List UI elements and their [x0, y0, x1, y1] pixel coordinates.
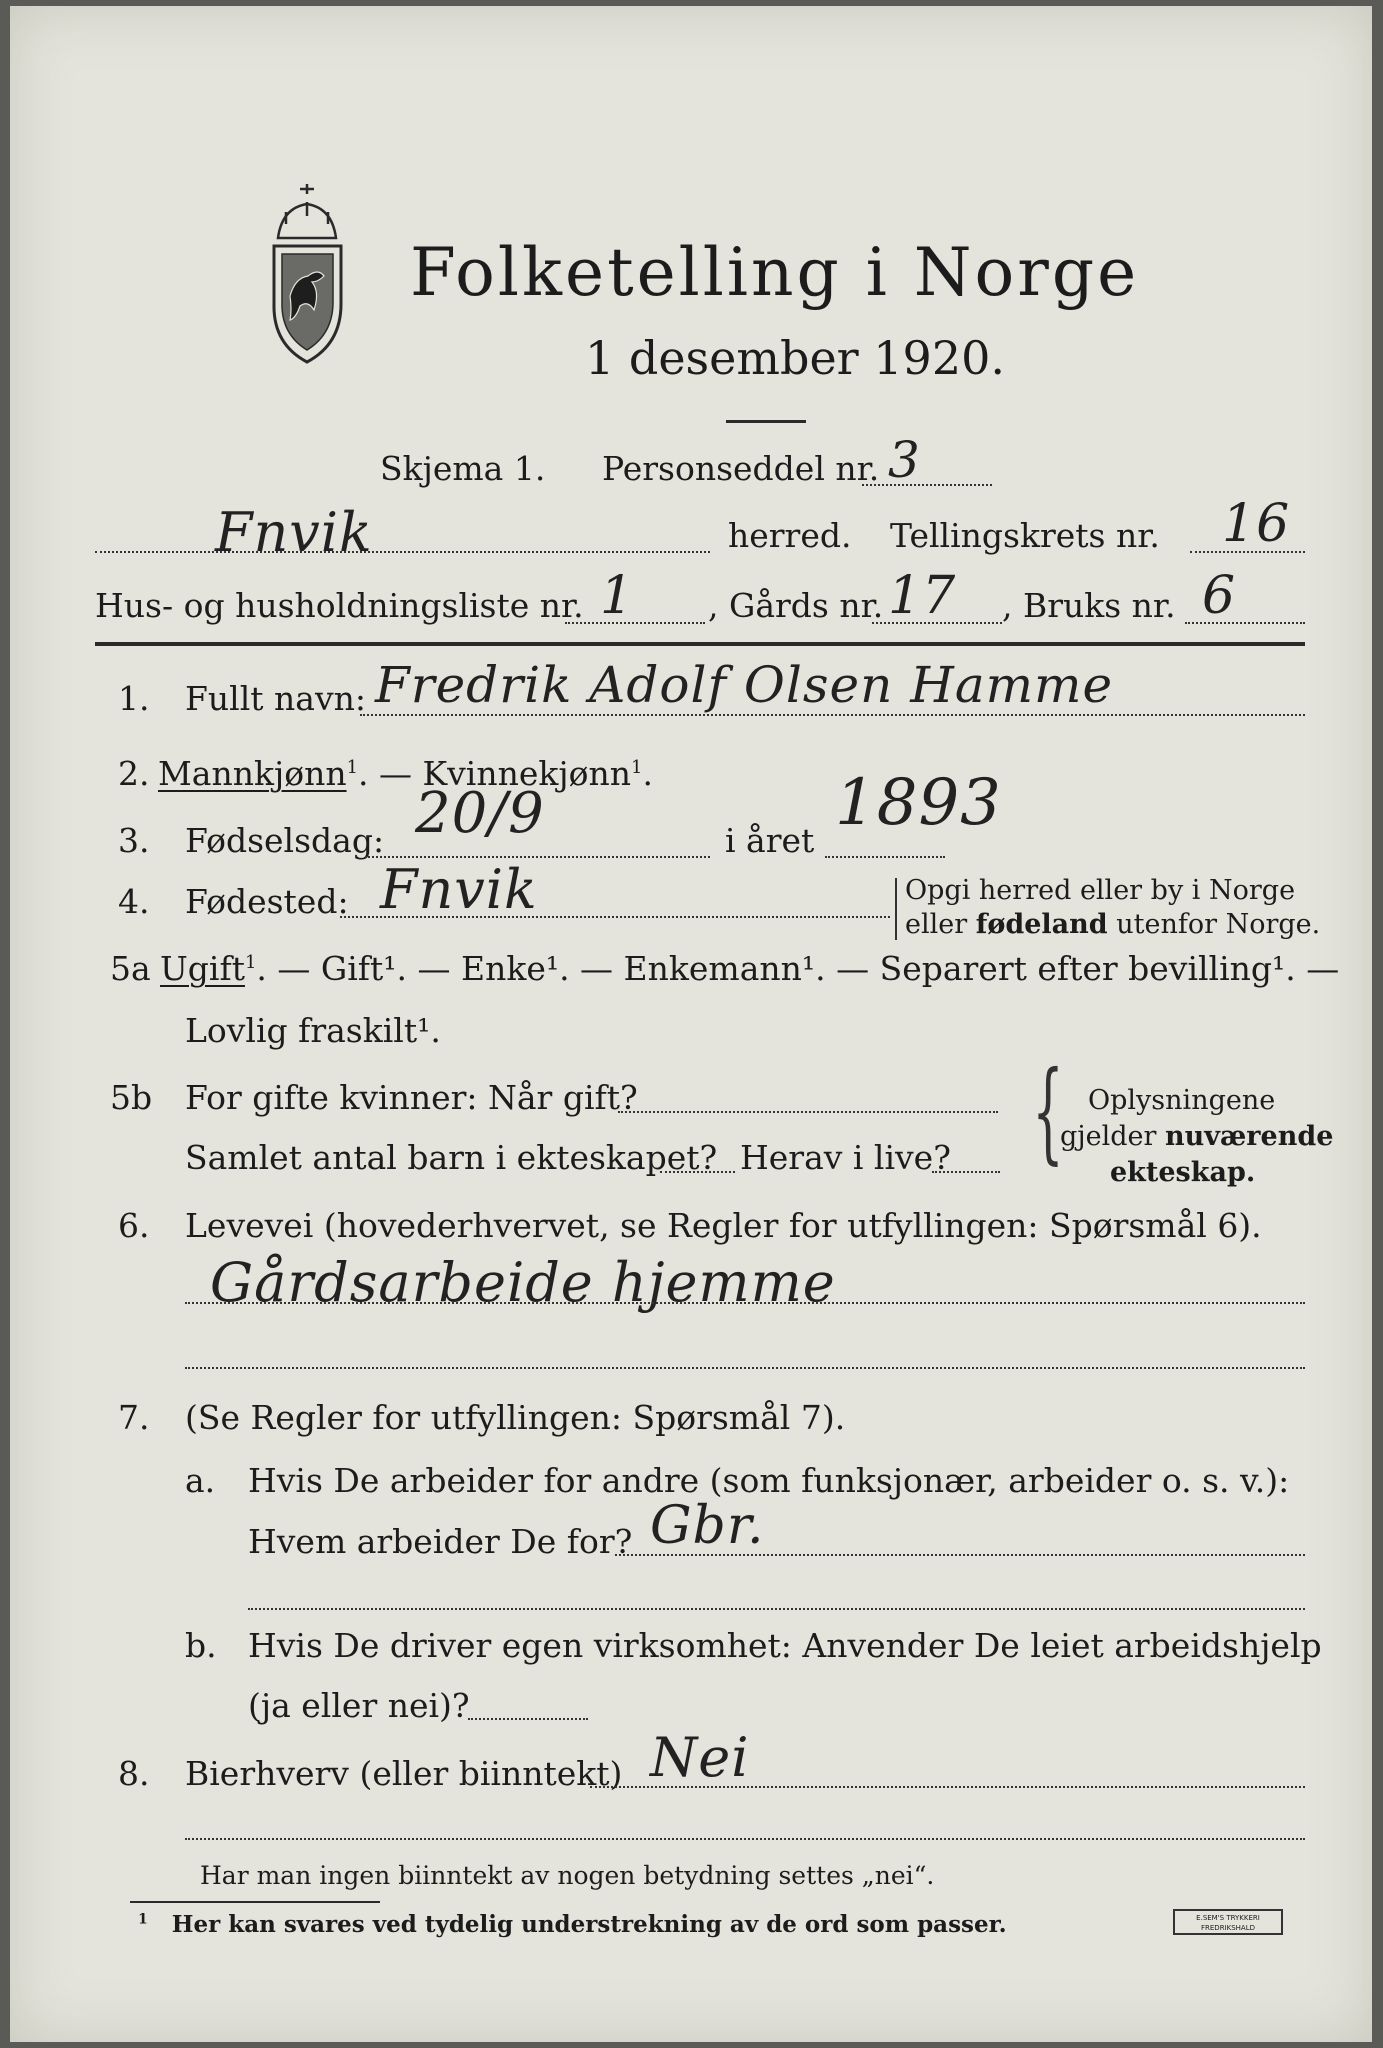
q5a-sup: 1: [244, 952, 257, 973]
q7b-letter: b.: [185, 1626, 217, 1665]
q8-number: 8.: [118, 1754, 150, 1793]
herred-value[interactable]: Fnvik: [215, 501, 373, 564]
q5b-note1: Oplysningene: [1088, 1085, 1276, 1116]
birthplace-brace: [895, 878, 900, 940]
q5b-number: 5b: [110, 1078, 153, 1117]
q5b-note2a: gjelder: [1060, 1121, 1166, 1152]
side-income-line-2: [185, 1838, 1305, 1840]
q4-note-line1: Opgi herred eller by i Norge: [905, 875, 1296, 906]
birthplace-value[interactable]: Fnvik: [380, 858, 538, 921]
header-divider: [95, 642, 1305, 646]
q5b-label1: For gifte kvinner: Når gift?: [185, 1078, 638, 1117]
year-label: i året: [725, 821, 815, 860]
personseddel-line: [862, 484, 992, 486]
q3-label: Fødselsdag:: [185, 821, 385, 860]
employer-line: [615, 1554, 1305, 1556]
q4-number: 4.: [118, 882, 150, 921]
male-option[interactable]: Mannkjønn: [158, 754, 347, 793]
q7b-text: Hvis De driver egen virksomhet: Anvender De leiet arbeidshjelp: [248, 1626, 1322, 1665]
full-name-value[interactable]: Fredrik Adolf Olsen Hamme: [375, 656, 1114, 714]
employer-value[interactable]: Gbr.: [650, 1496, 765, 1556]
q4-note-b: fødeland: [975, 909, 1108, 940]
skjema-label: Skjema 1.: [380, 449, 546, 488]
q7-label: (Se Regler for utfyllingen: Spørsmål 7).: [185, 1398, 846, 1437]
employer-line-2: [248, 1608, 1305, 1610]
alive-line: [932, 1171, 1000, 1173]
birth-year-line: [825, 856, 945, 858]
q8-label: Bierhverv (eller biinntekt): [185, 1754, 623, 1793]
q2-number: 2.: [118, 754, 150, 793]
marital-options: [160, 949, 1339, 988]
gards-value[interactable]: 17: [888, 566, 957, 626]
q1-label: Fullt navn:: [185, 679, 366, 718]
herred-label: herred.: [728, 516, 852, 555]
birthday-value[interactable]: 20/9: [415, 781, 545, 846]
herred-line: [95, 551, 710, 553]
personseddel-value[interactable]: 3: [888, 431, 921, 489]
q2-sup2: 1: [631, 757, 643, 778]
q2-sup1: 1: [346, 757, 359, 778]
lovlig-fraskilt[interactable]: Lovlig fraskilt¹.: [185, 1011, 441, 1050]
tellingskrets-label: Tellingskrets nr.: [890, 516, 1160, 555]
husliste-line: [565, 622, 705, 624]
norway-coat-of-arms-icon: [250, 176, 365, 376]
husliste-value[interactable]: 1: [600, 566, 635, 626]
gards-label: , Gårds nr.: [708, 586, 884, 625]
q6-number: 6.: [118, 1206, 150, 1245]
husliste-label: Hus- og husholdningsliste nr.: [95, 586, 584, 625]
birth-year-value[interactable]: 1893: [835, 766, 1002, 840]
q6-label: Levevei (hovederhvervet, se Regler for utfyllingen: Spørsmål 6).: [185, 1206, 1262, 1245]
side-income-line: [590, 1786, 1305, 1788]
q4-note-line2: [905, 908, 1320, 942]
marital-rest: . — Gift¹. — Enke¹. — Enkemann¹. — Separert efter bevilling¹. —: [256, 949, 1340, 988]
divider: [726, 420, 806, 423]
q1-number: 1.: [118, 679, 150, 718]
printer-stamp-text: E.SEM'S TRYKKERI FREDRIKSHALD: [1196, 1914, 1260, 1932]
footnote-text: Her kan svares ved tydelig understrekning av de ord som passer.: [171, 1911, 1007, 1938]
census-form: [10, 6, 1372, 2042]
q5b-note3: ekteskap.: [1110, 1157, 1256, 1188]
footnote: [138, 1911, 1007, 1938]
side-income-value[interactable]: Nei: [650, 1726, 750, 1789]
q7a-letter: a.: [185, 1461, 216, 1500]
bruks-value[interactable]: 6: [1202, 566, 1237, 626]
q5b-brace: {: [1032, 1047, 1064, 1175]
q2-separator: . —: [358, 754, 423, 793]
children-line: [660, 1171, 735, 1173]
q2-end: .: [642, 754, 653, 793]
census-date: 1 desember 1920.: [585, 331, 1005, 385]
q7-number: 7.: [118, 1398, 150, 1437]
gender-options: [158, 754, 653, 793]
occupation-line: [185, 1302, 1305, 1304]
q5b-note2: [1060, 1120, 1333, 1154]
printer-stamp: [1173, 1909, 1283, 1935]
footnote-sup: 1: [138, 1911, 148, 1928]
hired-help-line: [468, 1718, 588, 1720]
q5b-label2: Samlet antal barn i ekteskapet?: [185, 1138, 718, 1177]
personseddel-label: Personseddel nr.: [602, 449, 880, 488]
full-name-line: [360, 714, 1305, 716]
q5a-number: 5a: [110, 949, 151, 988]
q4-note-a: eller: [905, 909, 976, 940]
form-title: Folketelling i Norge: [410, 234, 1140, 311]
bruks-label: , Bruks nr.: [1002, 586, 1176, 625]
q4-label: Fødested:: [185, 882, 349, 921]
q7b-question: (ja eller nei)?: [248, 1686, 470, 1725]
q7a-text: Hvis De arbeider for andre (som funksjonær, arbeider o. s. v.):: [248, 1461, 1290, 1500]
q7a-question: Hvem arbeider De for?: [248, 1522, 633, 1561]
occupation-value[interactable]: Gårdsarbeide hjemme: [210, 1251, 836, 1314]
birthplace-line: [340, 916, 890, 918]
q4-note-c: utenfor Norge.: [1107, 909, 1321, 940]
married-date-line: [618, 1111, 998, 1113]
footnote-rule: [130, 1901, 380, 1903]
q3-number: 3.: [118, 821, 150, 860]
tellingskrets-value[interactable]: 16: [1222, 494, 1291, 554]
occupation-line-2: [185, 1367, 1305, 1369]
ugift-option[interactable]: Ugift: [160, 949, 245, 988]
q5b-note2b: nuværende: [1165, 1121, 1334, 1152]
q5b-label3: Herav i live?: [740, 1138, 951, 1177]
female-option[interactable]: Kvinnekjønn: [422, 754, 632, 793]
nei-note: Har man ingen biinntekt av nogen betydning settes „nei“.: [200, 1861, 935, 1890]
